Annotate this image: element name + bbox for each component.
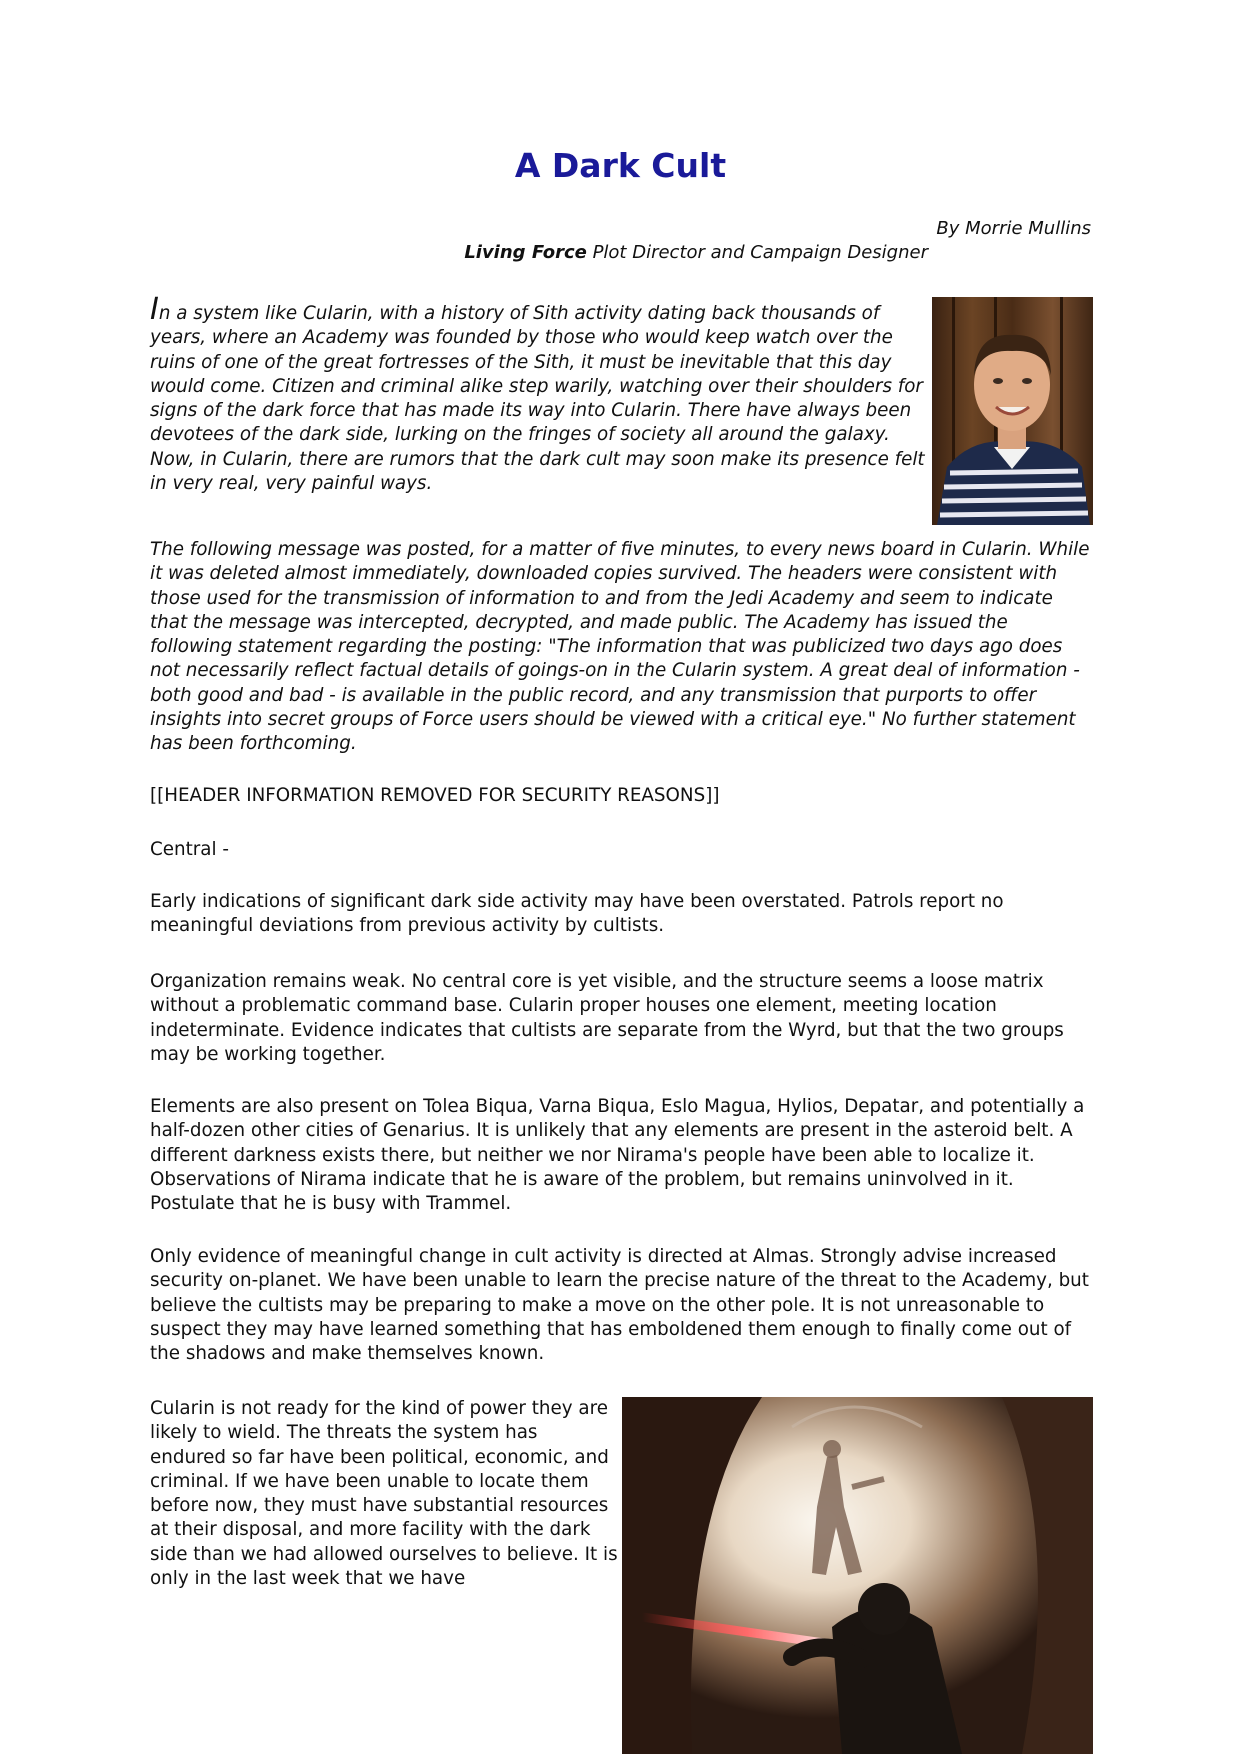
author-role bbox=[464, 242, 928, 263]
message-paragraph-4: Only evidence of meaningful change in cult activity is directed at Almas. Strongly advise increased security on-planet. We have been unable to learn the precise nature of the threat to the Academy, but believe the cultists may be preparing to make a move on the other pole. It is not unreasonable to suspect they may have learned something that has emboldened them enough to finally come out of the shadows and make themselves known. bbox=[150, 1246, 1089, 1365]
intro-text: n a system like Cularin, with a history of Sith activity dating back thousands of years, where an Academy was founded by those who would keep watch over the ruins of one of the great fortresses of the Sith, it must be inevitable that this day would come. Citizen and criminal alike step warily, watching over their shoulders for signs of the dark force that has made its way into Cularin. There have always been devotees of the dark side, lurking on the fringes of society all around the galaxy. Now, in Cularin, there are rumors that the dark cult may soon make its presence felt in very real, very painful ways. bbox=[150, 303, 925, 495]
author-byline: By Morrie Mullins bbox=[936, 218, 1091, 239]
author-portrait-svg bbox=[932, 297, 1093, 525]
intro-paragraph bbox=[150, 292, 930, 496]
message-paragraph-3: Elements are also present on Tolea Biqua, Varna Biqua, Eslo Magua, Hylios, Depatar, and potentially a half-dozen other cities of Genarius. It is unlikely that any elements are present in the asteroid belt. A different darkness exists there, but neither we nor Nirama's people have been able to localize it. Observations of Nirama indicate that he is aware of the problem, but remains uninvolved in it. Postulate that he is busy with Trammel. bbox=[150, 1096, 1085, 1215]
author-role-text: Plot Director and Campaign Designer bbox=[586, 242, 928, 263]
message-paragraph-2: Organization remains weak. No central core is yet visible, and the structure seems a loose matrix without a problematic command base. Cularin proper houses one element, meeting location indeterminate. Evidence indicates that cultists are separate from the Wyrd, but that the two groups may be working together. bbox=[150, 971, 1064, 1065]
salutation: Central - bbox=[150, 839, 229, 860]
author-portrait bbox=[932, 297, 1093, 525]
lightsaber-illustration-svg bbox=[622, 1397, 1093, 1754]
page-title: A Dark Cult bbox=[514, 146, 727, 185]
header-removed-line: [[HEADER INFORMATION REMOVED FOR SECURITY REASONS]] bbox=[150, 785, 720, 806]
lightsaber-illustration bbox=[622, 1397, 1093, 1754]
message-paragraph-5: Cularin is not ready for the kind of power they are likely to wield. The threats the system has endured so far have been political, economic, and criminal. If we have been unable to locate them before now, they must have substantial resources at their disposal, and more facility with the dark side than we had allowed ourselves to believe. It is only in the last week that we have bbox=[150, 1398, 618, 1590]
message-paragraph-1: Early indications of significant dark side activity may have been overstated. Patrols report no meaningful deviations from previous activity by cultists. bbox=[150, 891, 1004, 937]
author-role-emphasis: Living Force bbox=[464, 242, 587, 263]
drop-cap: I bbox=[150, 292, 159, 327]
message-intro-paragraph: The following message was posted, for a matter of five minutes, to every news board in Cularin. While it was deleted almost immediately, downloaded copies survived. The headers were consistent with those used for the transmission of information to and from the Jedi Academy and seem to indicate that the message was intercepted, decrypted, and made public. The Academy has issued the following statement regarding the posting: "The information that was publicized two days ago does not necessarily reflect factual details of goings-on in the Cularin system. A great deal of information - both good and bad - is available in the public record, and any transmission that purports to offer insights into secret groups of Force users should be viewed with a critical eye." No further statement has been forthcoming. bbox=[150, 539, 1090, 755]
